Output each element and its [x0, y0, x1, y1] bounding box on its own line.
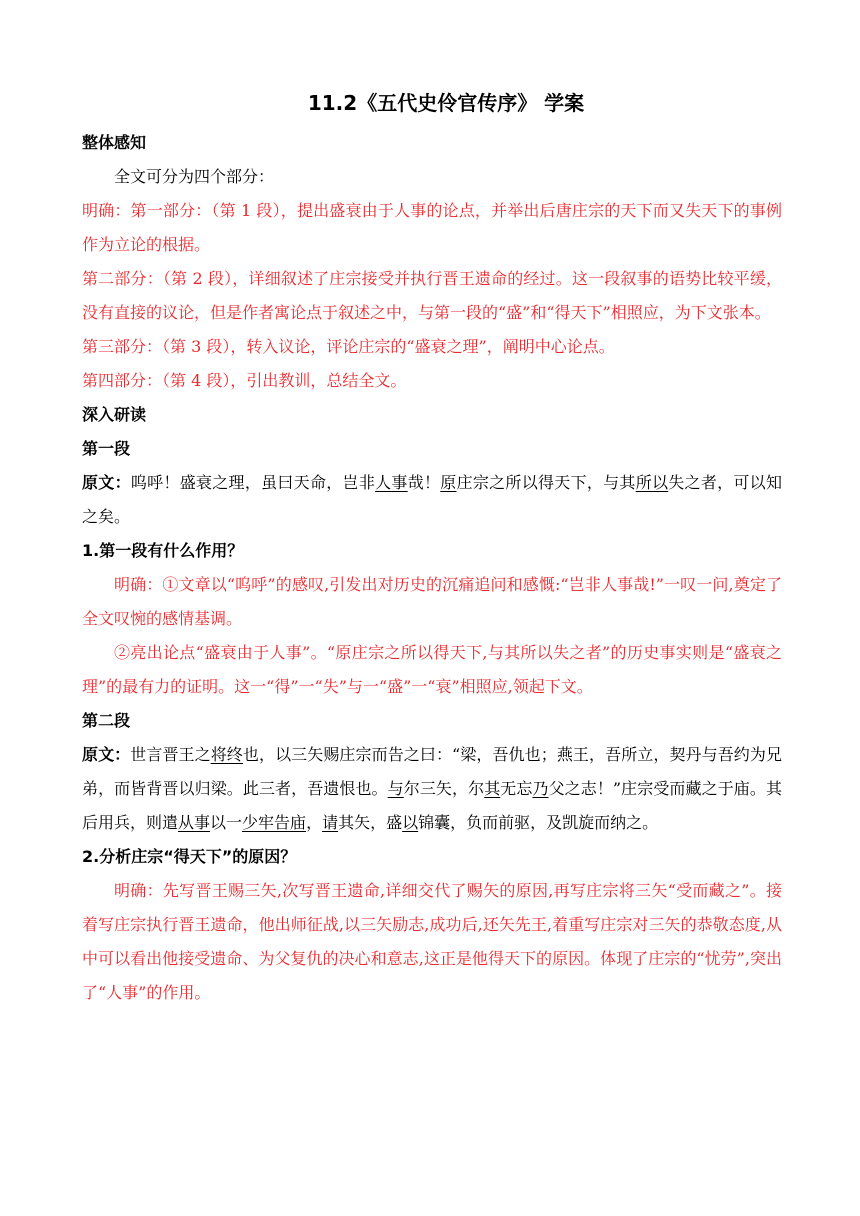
- overview-part-3: 第三部分：（第 3 段），转入议论，评论庄宗的“盛衰之理”，阐明中心论点。: [82, 337, 615, 356]
- underlined-word: 与: [387, 779, 404, 798]
- section1-original-text: 原文：呜呼！盛衰之理，虽曰天命，岂非人事哉！原庄宗之所以得天下，与其所以失之者，可以知之矣。: [82, 473, 782, 526]
- underlined-word: 人事: [375, 473, 408, 492]
- section2-heading: 第二段: [82, 711, 131, 730]
- underlined-word: 所以: [635, 473, 669, 492]
- section1-heading: 第一段: [82, 439, 131, 458]
- overview-part-2: 第二部分：（第 2 段），详细叙述了庄宗接受并执行晋王遗命的经过。这一段叙事的语势比较平缓，没有直接的议论，但是作者寓论点于叙述之中，与第一段的“盛”和“得天下”相照应，为下文张本。: [82, 269, 782, 322]
- document-title: 11.2《五代史伶官传序》 学案: [307, 91, 585, 115]
- answer-1b: ②亮出论点“盛衰由于人事”。“原庄宗之所以得天下,与其所以失之者”的历史事实则是“盛衰之理”的最有力的证明。这一“得”一“失”与一“盛”一“衰”相照应,领起下文。: [82, 643, 782, 696]
- question-1: 1.第一段有什么作用？: [82, 541, 244, 560]
- underlined-word: 其: [484, 779, 501, 798]
- document-page: [82, 88, 782, 1010]
- study-heading: 深入研读: [82, 405, 147, 424]
- underlined-word: 请: [322, 813, 339, 832]
- answer-1a: 明确：①文章以“呜呼”的感叹,引发出对历史的沉痛追问和感慨:“岂非人事哉!”一叹一问,奠定了全文叹惋的感情基调。: [82, 575, 782, 628]
- question-2: 2.分析庄宗“得天下”的原因？: [82, 847, 297, 866]
- original-label: 原文：: [82, 745, 131, 764]
- overview-part-1: 明确：第一部分：（第 1 段），提出盛衰由于人事的论点，并举出后唐庄宗的天下而又失天下的事例作为立论的根据。: [82, 201, 782, 254]
- section2-original-text: 原文：世言晋王之将终也，以三矢赐庄宗而告之曰：“梁，吾仇也；燕王，吾所立，契丹与吾约为兄弟，而皆背晋以归梁。此三者，吾遗恨也。与尔三矢，尔其无忘乃父之志！”庄宗受而藏之于庙。其后用兵，则遣从事以一少牢告庙，请其矢，盛以锦囊，负而前驱，及凯旋而纳之。: [82, 745, 782, 832]
- answer-2: 明确：先写晋王赐三矢,次写晋王遗命,详细交代了赐矢的原因,再写庄宗将三矢“受而藏之”。接着写庄宗执行晋王遗命，他出师征战,以三矢励志,成功后,还矢先王,着重写庄宗对三矢的恭敬态度,从中可以看出他接受遗命、为父复仇的决心和意志,这正是他得天下的原因。体现了庄宗的“忧劳”,突出了“人事”的作用。: [82, 881, 782, 1002]
- underlined-word: 将终: [210, 745, 243, 764]
- original-label: 原文：: [82, 473, 131, 492]
- underlined-word: 乃: [532, 779, 549, 798]
- overview-part-4: 第四部分：（第 4 段），引出教训，总结全文。: [82, 371, 407, 390]
- underlined-word: 以: [402, 813, 419, 832]
- underlined-word: 少牢告庙: [242, 813, 307, 832]
- overview-intro: 全文可分为四个部分：: [114, 167, 275, 186]
- underlined-word: 从事: [178, 813, 211, 832]
- overview-heading: 整体感知: [82, 133, 147, 152]
- underlined-word: 原: [440, 473, 457, 492]
